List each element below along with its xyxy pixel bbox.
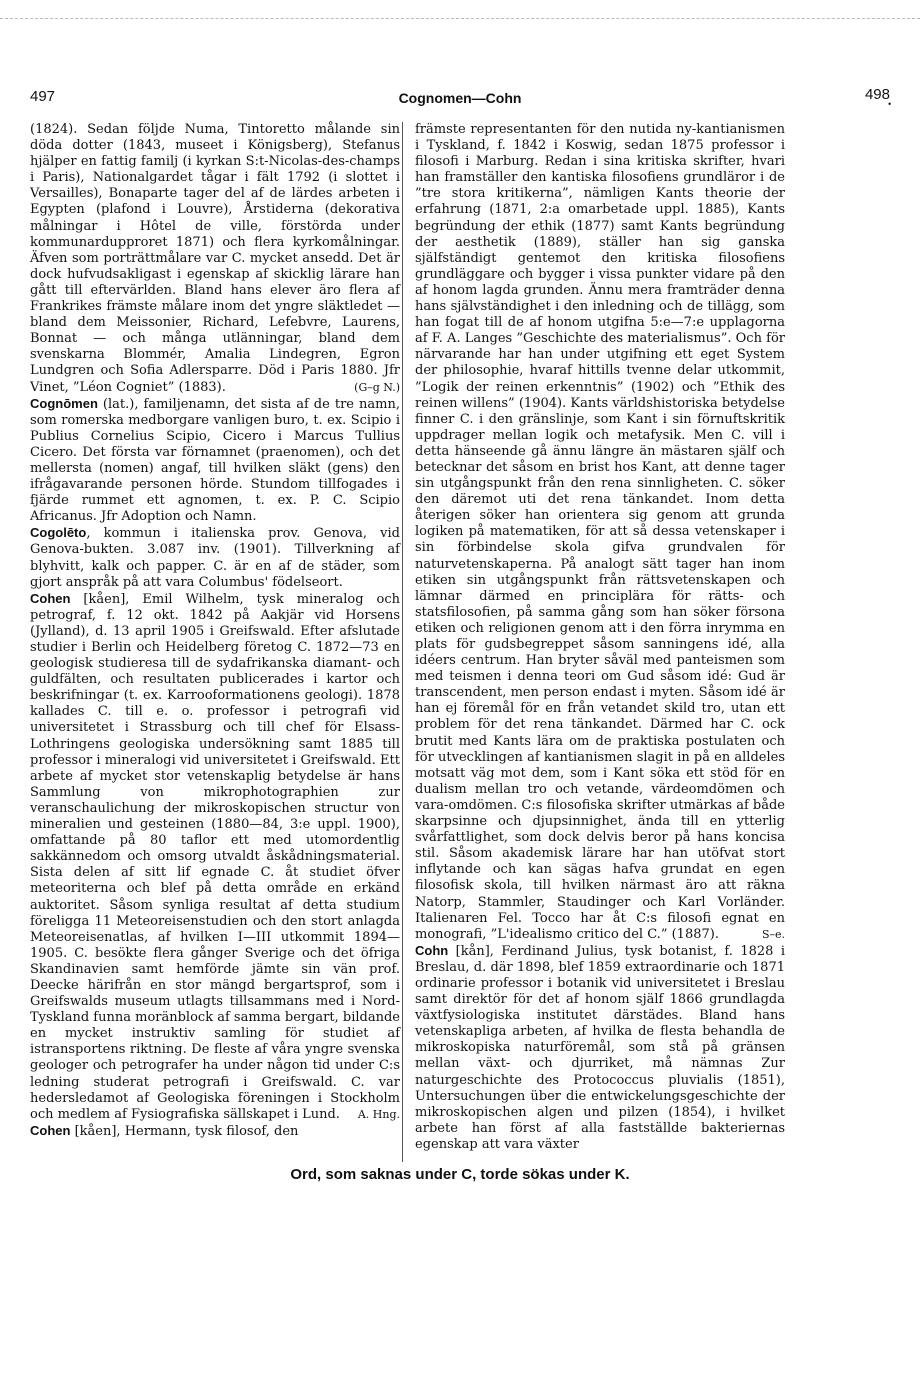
entry-cogoleto [30,525,400,590]
entry-headword: Cohen [30,590,71,606]
right-column [415,122,785,1153]
running-title: Cognomen—Cohn [398,90,522,106]
scan-top-rule [0,18,920,19]
entry-text: [kåen], Emil Wilhelm, tysk mineralog och petrograf, f. 12 okt. 1842 på Aakjär vid Horsens (Jylland), d. 13 april 1905 i Greifswald. Efter afslutade studier i Berlin och Heidelberg företog C. 1872—73 en geologisk studieresa till de sydafrikanska diamant- och guldfälten, och resultaten publicerades i kartor och beskrifningar (t. ex. Karrooformationens geologi). 1878 kallades C. till e. o. professor i petrografi vid universitetet i Strassburg och till chef för Elsass-Lothringens geologiska undersökning samt 1885 till professor i mineralogi vid universitetet i Greifswald. Ett arbete af mycket stor vetenskaplig betydelse är hans Sammlung von mikrophotographien zur veranschaulichung der mikroskopischen structur von mineralien und gesteinen (1880—84, 3:e uppl. 1900), omfattande på 80 taflor ett med utomordentlig sakkännedom och omsorg utvaldt åskådningsmaterial. Sista delen af sitt lif egnade C. åt studiet öfver meteoriterna och blef på detta område en erkänd auktoritet. Såsom synliga resultat af detta studium föreligga 11 Meteoreisenstudien och den stort anlagda Meteoreisenatlas, af hvilken I—III utkommit 1894—1905. C. besökte flera gånger Sverige och det öfriga Skandinavien samt hemförde jämte sin vän prof. Deecke härifrån en stor mängd bergartsprof, som i Greifswalds museum utlagts tillsammans med i Nord-Tyskland funna moränblock af samma bergart, bildande en mycket instruktiv samling för studiet af istransportens riktning. De fleste af våra yngre svenska geologer och petrografer ha under någon tid under C:s ledning studerat petrografi i Greifswald. C. var hedersledamot af Geologiska föreningen i Stockholm och medlem af Fysiografiska sällskapet i Lund. [30,591,400,1122]
entry-text: främste representanten för den nutida ny-kantianismen i Tyskland, f. 1842 i Koswig, sedan 1875 professor i filosofi i Marburg. Redan i sina kritiska skrifter, hvari han framställer den kantiska filosofiens grundläror i de ”tre stora kritikerna”, nämligen Kants theorie der erfahrung (1871, 2:a omarbetade uppl. 1885), Kants begründung der ethik (1877) samt Kants begründung der aesthetik (1889), ställer han sig ganska själfständigt gentemot den kritiska filosofiens grundläggare och bygger i vissa punkter vidare på den af honom lagda grunden. Ännu mera framträder denna hans självständighet i den inledning och de tillägg, som han fogat till de af honom utgifna 5:e—7:e upplagorna af F. A. Langes ”Geschichte des materialismus”. Och för närvarande har han under utgifning ett eget System der philosophie, hvaraf hittills tvenne delar utkommit, ”Logik der reinen erkenntnis” (1902) och ”Ethik des reinen willens” (1904). Kants världshistoriska betydelse finner C. i den gränslinje, som Kant i sin förnuftskritik uppdrager mellan logik och metafysik. Men C. vill i detta hänseende gå ännu längre än mästaren själf och betecknar det såsom en brist hos Kant, att denne tager sin utgångspunkt från den rena sinnligheten. C. söker den däremot uti det rena tänkandet. Inom detta återigen söker han orientera sig genom att grunda logiken på matematiken, för att så dessa vetenskaper i sin förbindelse skola gifva grundvalen för naturvetenskaperna. På analogt sätt tager han inom etiken sin utgångspunkt från rättsvetenskapen och lämnar därmed en principlära för rätts- och statsfilosofien, på samma gång som han söker försona etiken och religionen genom att i den förra inrymma en plats för gudsbegreppet såsom sanningens idé, alla idéers centrum. Han bryter såväl med panteismen som med teismen i denna teori om Gud såsom idé: Gud är transcendent, men person endast i myten. Såsom idé är han ej föremål för en från vetandet skild tro, utan ett problem för det rena tänkandet. Därmed har C. ock brutit med Kants lära om de praktiska postulaten och för utvecklingen af kantianismen slagit in på en alldeles motsatt väg mot dem, som i Kant söka ett stöd för en dualism mellan tro och vetande, värdeomdömen och vara-omdömen. C:s filosofiska skrifter utmärkas af både skarpsinne och djupsinnighet, ända till en ytterlig svårfattlighet, som dock delvis beror på hans koncisa stil. Såsom akademisk lärare har han utöfvat stort inflytande och kan sägas hafva grundat en egen filosofisk skola, till hvilken närmast äro att räkna Natorp, Stammler, Staudinger och Karl Vorländer. Italienaren Fel. Tocco har åt C:s filosofi egnat en monografi, ”L'idealismo critico del C.” (1887). [415,122,785,942]
page-number-left: 497 [30,88,56,105]
left-column [30,122,400,1140]
author-signature: S–e. [761,927,785,941]
entry-cohen-hermann [30,1123,400,1140]
entry-headword: Cogolēto [30,525,87,541]
entry-paragraph [30,122,400,396]
author-signature: (G–g N.) [354,380,400,394]
entry-text: [kåen], Hermann, tysk filosof, den [70,1123,299,1139]
entry-cohen-emil [30,591,400,1123]
entry-text: , kommun i italienska prov. Genova, vid Genova-bukten. 3.087 inv. (1901). Tillverkning af blyhvitt, kalk och papper. C. är en af de städer, som gjort anspråk på att vara Columbus' födelseort. [30,526,400,590]
scan-speck: • [887,100,892,109]
page-header [30,86,890,110]
entry-cognomen [30,396,400,526]
entry-text: (1824). Sedan följde Numa, Tintoretto målande sin döda dotter (1843, museet i Königsberg), Stefanus hjälper en fattig familj (i kyrkan S:t-Nicolas-des-champs i Paris), Nationalgardet tågar i fält 1792 (i slottet i Versailles), Bonaparte tager del af de lärdes arbeten i Egypten (plafond i Louvre), Årstiderna (dekorativa målningar i Hôtel de ville, förstörda under kommunardupproret 1871) och flera kyrkomålningar. Äfven som porträttmålare var C. mycket ansedd. Det är dock hufvudsakligast i egenskap af skicklig lärare han gått till eftervärlden. Bland hans elever äro flera af Frankrikes främste målare inom det yngre släktledet — bland dem Meissonier, Richard, Lefebvre, Laurens, Bonnat — och många utlänningar, bland dem svenskarna Blommér, Amalia Lindegren, Egron Lundgren och Sofia Adlersparre. Död i Paris 1880. Jfr Vinet, ”Léon Cogniet” (1883). [30,122,400,395]
entry-headword: Cohen [30,1122,71,1138]
entry-continuation [415,122,785,943]
author-signature: A. Hng. [357,1107,400,1121]
entry-headword: Cohn [415,942,449,958]
entry-cohn-ferdinand [415,943,785,1153]
entry-text: [kån], Ferdinand Julius, tysk botanist, f. 1828 i Breslau, d. där 1898, blef 1859 extraordinarie och 1871 ordinarie professor i botanik vid universitetet i Breslau samt direktör för det af honom själf 1866 grundlagda växtfysiologiska institutet därstädes. Bland hans vetenskapliga arbeten, af hvilka de flesta behandla de mikroskopiska naturföremål, som stå på gränsen mellan växt- och djurriket, må nämnas Zur naturgeschichte des Protococcus pluvialis (1851), Untersuchungen über die entwickelungsgeschichte der mikroskopischen algen und pilzen (1854), i hvilket arbete han först af alla fastställde bakteriernas egenskap att vara växter [415,943,785,1152]
page-number-right: 498 [864,86,890,103]
entry-text: (lat.), familjenamn, det sista af de tre namn, som romerska medborgare vanligen buro, t. ex. Scipio i Publius Cornelius Scipio, Cicero i Marcus Tullius Cicero. Det första var förnamnet (praenomen), och det mellersta (nomen) angaf, till hvilken släkt (gens) den ifrågavarande personen hörde. Stundom tillfogades i fjärde rummet ett agnomen, t. ex. P. C. Scipio Africanus. Jfr Adoption och Namn. [30,396,400,525]
entry-headword: Cognōmen [30,395,98,411]
footer-note: Ord, som saknas under C, torde sökas under K. [290,1166,630,1183]
column-divider [402,122,403,1162]
